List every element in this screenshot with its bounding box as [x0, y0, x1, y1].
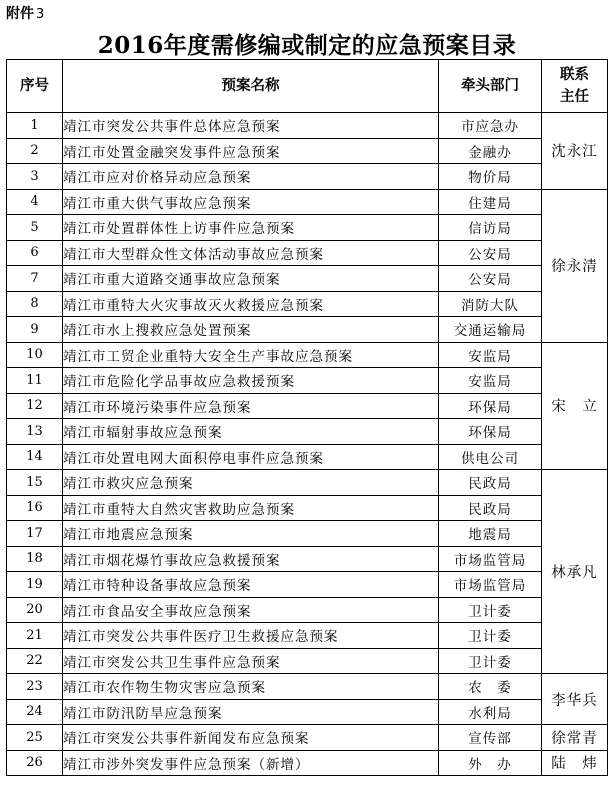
table-row — [7, 495, 608, 521]
row-index: 21 — [7, 623, 63, 649]
attachment-label — [6, 3, 44, 23]
row-plan-name: 靖江市处置群体性上访事件应急预案 — [63, 215, 439, 241]
row-lead-dept: 外 办 — [439, 750, 542, 776]
row-index: 20 — [7, 597, 63, 623]
row-plan-name: 靖江市危险化学品事故应急救援预案 — [63, 368, 439, 394]
table-row — [7, 266, 608, 292]
row-plan-name: 靖江市涉外突发事件应急预案（新增） — [63, 750, 439, 776]
row-index: 7 — [7, 266, 63, 292]
table-row — [7, 444, 608, 470]
row-index: 24 — [7, 699, 63, 725]
row-lead-dept: 市场监管局 — [439, 572, 542, 598]
row-index: 17 — [7, 521, 63, 547]
table-body — [7, 113, 608, 776]
row-contact-person: 陆 炜 — [542, 750, 608, 776]
row-plan-name: 靖江市突发公共卫生事件应急预案 — [63, 648, 439, 674]
row-plan-name: 靖江市环境污染事件应急预案 — [63, 393, 439, 419]
row-plan-name: 靖江市防汛防旱应急预案 — [63, 699, 439, 725]
page-title: 2016年度需修编或制定的应急预案目录 — [97, 32, 517, 59]
row-index: 25 — [7, 725, 63, 751]
row-plan-name: 靖江市处置金融突发事件应急预案 — [63, 138, 439, 164]
row-lead-dept: 市应急办 — [439, 113, 542, 139]
table-row — [7, 113, 608, 139]
row-plan-name: 靖江市地震应急预案 — [63, 521, 439, 547]
table-row — [7, 699, 608, 725]
plan-table — [6, 59, 608, 776]
row-lead-dept: 环保局 — [439, 419, 542, 445]
table-row — [7, 572, 608, 598]
row-contact-person: 李华兵 — [542, 674, 608, 725]
row-contact-person: 徐永清 — [542, 189, 608, 342]
table-row — [7, 189, 608, 215]
row-lead-dept: 供电公司 — [439, 444, 542, 470]
row-index: 18 — [7, 546, 63, 572]
row-plan-name: 靖江市工贸企业重特大安全生产事故应急预案 — [63, 342, 439, 368]
table-row — [7, 648, 608, 674]
row-index: 2 — [7, 138, 63, 164]
row-lead-dept: 民政局 — [439, 470, 542, 496]
row-plan-name: 靖江市处置电网大面积停电事件应急预案 — [63, 444, 439, 470]
row-index: 15 — [7, 470, 63, 496]
row-index: 19 — [7, 572, 63, 598]
table-header-row — [7, 60, 608, 113]
row-index: 8 — [7, 291, 63, 317]
row-index: 1 — [7, 113, 63, 139]
table-row — [7, 674, 608, 700]
row-lead-dept: 市场监管局 — [439, 546, 542, 572]
table-row — [7, 240, 608, 266]
row-lead-dept: 消防大队 — [439, 291, 542, 317]
row-lead-dept: 物价局 — [439, 164, 542, 190]
table-row — [7, 138, 608, 164]
row-lead-dept: 民政局 — [439, 495, 542, 521]
row-index: 23 — [7, 674, 63, 700]
row-plan-name: 靖江市重大道路交通事故应急预案 — [63, 266, 439, 292]
row-index: 11 — [7, 368, 63, 394]
row-plan-name: 靖江市辐射事故应急预案 — [63, 419, 439, 445]
table-row — [7, 546, 608, 572]
row-lead-dept: 安监局 — [439, 342, 542, 368]
row-plan-name: 靖江市特种设备事故应急预案 — [63, 572, 439, 598]
row-lead-dept: 水利局 — [439, 699, 542, 725]
attachment-label-text: 附件 — [6, 6, 34, 22]
table-row — [7, 291, 608, 317]
row-lead-dept: 卫计委 — [439, 623, 542, 649]
row-index: 22 — [7, 648, 63, 674]
table-row — [7, 342, 608, 368]
row-index: 13 — [7, 419, 63, 445]
row-contact-person: 林承凡 — [542, 470, 608, 674]
row-index: 5 — [7, 215, 63, 241]
row-plan-name: 靖江市重大供气事故应急预案 — [63, 189, 439, 215]
row-plan-name: 靖江市食品安全事故应急预案 — [63, 597, 439, 623]
row-plan-name: 靖江市突发公共事件新闻发布应急预案 — [63, 725, 439, 751]
table-row — [7, 393, 608, 419]
table-row — [7, 215, 608, 241]
table-row — [7, 368, 608, 394]
row-plan-name: 靖江市突发公共事件医疗卫生救援应急预案 — [63, 623, 439, 649]
row-index: 16 — [7, 495, 63, 521]
row-lead-dept: 金融办 — [439, 138, 542, 164]
row-contact-person: 徐常青 — [542, 725, 608, 751]
row-lead-dept: 公安局 — [439, 240, 542, 266]
header-contact-text: 联系主任 — [559, 67, 589, 105]
row-lead-dept: 交通运输局 — [439, 317, 542, 343]
row-plan-name: 靖江市救灾应急预案 — [63, 470, 439, 496]
row-plan-name: 靖江市大型群众性文体活动事故应急预案 — [63, 240, 439, 266]
row-plan-name: 靖江市应对价格异动应急预案 — [63, 164, 439, 190]
header-contact — [542, 60, 608, 113]
row-contact-person: 宋 立 — [542, 342, 608, 470]
table-row — [7, 164, 608, 190]
row-plan-name: 靖江市重特大火灾事故灭火救援应急预案 — [63, 291, 439, 317]
header-index: 序号 — [7, 60, 63, 113]
table-row — [7, 597, 608, 623]
row-index: 4 — [7, 189, 63, 215]
table-row — [7, 623, 608, 649]
header-lead-dept: 牵头部门 — [439, 60, 542, 113]
row-plan-name: 靖江市水上搜救应急处置预案 — [63, 317, 439, 343]
table-row — [7, 750, 608, 776]
row-lead-dept: 宣传部 — [439, 725, 542, 751]
row-lead-dept: 住建局 — [439, 189, 542, 215]
row-plan-name: 靖江市突发公共事件总体应急预案 — [63, 113, 439, 139]
row-plan-name: 靖江市农作物生物灾害应急预案 — [63, 674, 439, 700]
table-row — [7, 419, 608, 445]
row-lead-dept: 信访局 — [439, 215, 542, 241]
row-lead-dept: 农 委 — [439, 674, 542, 700]
row-lead-dept: 卫计委 — [439, 597, 542, 623]
table-row — [7, 725, 608, 751]
row-index: 14 — [7, 444, 63, 470]
header-plan-name: 预案名称 — [63, 60, 439, 113]
row-plan-name: 靖江市烟花爆竹事故应急救援预案 — [63, 546, 439, 572]
table-row — [7, 521, 608, 547]
row-lead-dept: 卫计委 — [439, 648, 542, 674]
row-index: 3 — [7, 164, 63, 190]
row-lead-dept: 安监局 — [439, 368, 542, 394]
row-lead-dept: 公安局 — [439, 266, 542, 292]
table-row — [7, 317, 608, 343]
row-lead-dept: 环保局 — [439, 393, 542, 419]
row-contact-person: 沈永江 — [542, 113, 608, 190]
row-index: 12 — [7, 393, 63, 419]
row-index: 26 — [7, 750, 63, 776]
row-lead-dept: 地震局 — [439, 521, 542, 547]
row-plan-name: 靖江市重特大自然灾害救助应急预案 — [63, 495, 439, 521]
row-index: 9 — [7, 317, 63, 343]
row-index: 10 — [7, 342, 63, 368]
row-index: 6 — [7, 240, 63, 266]
attachment-number: 3 — [36, 7, 45, 22]
table-row — [7, 470, 608, 496]
